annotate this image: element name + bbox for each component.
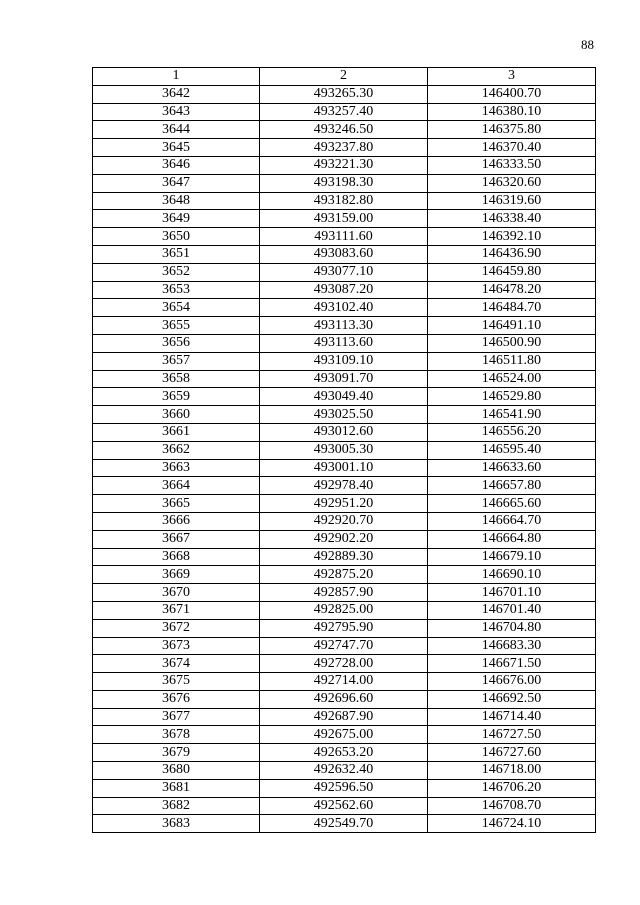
column-header-1: 1 [93, 68, 260, 86]
column-header-2: 2 [260, 68, 428, 86]
y-coordinate-cell: 146436.90 [428, 245, 596, 263]
point-number-cell: 3645 [93, 139, 260, 157]
y-coordinate-cell: 146665.60 [428, 495, 596, 513]
point-number-cell: 3649 [93, 210, 260, 228]
x-coordinate-cell: 493049.40 [260, 388, 428, 406]
table-row [93, 584, 596, 602]
column-header-3: 3 [428, 68, 596, 86]
point-number-cell: 3670 [93, 584, 260, 602]
y-coordinate-cell: 146664.80 [428, 530, 596, 548]
point-number-cell: 3656 [93, 334, 260, 352]
x-coordinate-cell: 493182.80 [260, 192, 428, 210]
x-coordinate-cell: 492857.90 [260, 584, 428, 602]
x-coordinate-cell: 493265.30 [260, 85, 428, 103]
y-coordinate-cell: 146524.00 [428, 370, 596, 388]
table-row [93, 708, 596, 726]
x-coordinate-cell: 492562.60 [260, 797, 428, 815]
y-coordinate-cell: 146320.60 [428, 174, 596, 192]
point-number-cell: 3671 [93, 601, 260, 619]
y-coordinate-cell: 146679.10 [428, 548, 596, 566]
table-row [93, 673, 596, 691]
point-number-cell: 3678 [93, 726, 260, 744]
y-coordinate-cell: 146392.10 [428, 228, 596, 246]
y-coordinate-cell: 146714.40 [428, 708, 596, 726]
x-coordinate-cell: 493087.20 [260, 281, 428, 299]
x-coordinate-cell: 492728.00 [260, 655, 428, 673]
table-row [93, 815, 596, 833]
y-coordinate-cell: 146319.60 [428, 192, 596, 210]
point-number-cell: 3672 [93, 619, 260, 637]
y-coordinate-cell: 146595.40 [428, 441, 596, 459]
x-coordinate-cell: 492632.40 [260, 762, 428, 780]
y-coordinate-cell: 146484.70 [428, 299, 596, 317]
table-row [93, 121, 596, 139]
table-row [93, 245, 596, 263]
table-row [93, 779, 596, 797]
table-row [93, 352, 596, 370]
x-coordinate-cell: 492889.30 [260, 548, 428, 566]
table-row [93, 139, 596, 157]
x-coordinate-cell: 493102.40 [260, 299, 428, 317]
table-row [93, 530, 596, 548]
y-coordinate-cell: 146511.80 [428, 352, 596, 370]
x-coordinate-cell: 493113.60 [260, 334, 428, 352]
point-number-cell: 3676 [93, 690, 260, 708]
table-header-row [93, 68, 596, 86]
y-coordinate-cell: 146375.80 [428, 121, 596, 139]
table-row [93, 281, 596, 299]
point-number-cell: 3682 [93, 797, 260, 815]
y-coordinate-cell: 146727.60 [428, 744, 596, 762]
x-coordinate-cell: 492875.20 [260, 566, 428, 584]
table-row [93, 726, 596, 744]
table-row [93, 495, 596, 513]
table-row [93, 174, 596, 192]
y-coordinate-cell: 146664.70 [428, 512, 596, 530]
y-coordinate-cell: 146529.80 [428, 388, 596, 406]
table-row [93, 85, 596, 103]
y-coordinate-cell: 146657.80 [428, 477, 596, 495]
x-coordinate-cell: 493257.40 [260, 103, 428, 121]
point-number-cell: 3662 [93, 441, 260, 459]
x-coordinate-cell: 493113.30 [260, 317, 428, 335]
table-row [93, 156, 596, 174]
point-number-cell: 3677 [93, 708, 260, 726]
x-coordinate-cell: 492653.20 [260, 744, 428, 762]
x-coordinate-cell: 493083.60 [260, 245, 428, 263]
x-coordinate-cell: 492795.90 [260, 619, 428, 637]
point-number-cell: 3664 [93, 477, 260, 495]
x-coordinate-cell: 492549.70 [260, 815, 428, 833]
y-coordinate-cell: 146718.00 [428, 762, 596, 780]
y-coordinate-cell: 146500.90 [428, 334, 596, 352]
x-coordinate-cell: 492714.00 [260, 673, 428, 691]
y-coordinate-cell: 146676.00 [428, 673, 596, 691]
table-row [93, 441, 596, 459]
table-row [93, 334, 596, 352]
x-coordinate-cell: 493001.10 [260, 459, 428, 477]
y-coordinate-cell: 146724.10 [428, 815, 596, 833]
x-coordinate-cell: 493109.10 [260, 352, 428, 370]
point-number-cell: 3647 [93, 174, 260, 192]
y-coordinate-cell: 146541.90 [428, 406, 596, 424]
table-row [93, 637, 596, 655]
point-number-cell: 3655 [93, 317, 260, 335]
x-coordinate-cell: 493237.80 [260, 139, 428, 157]
page-number: 88 [581, 37, 594, 52]
point-number-cell: 3658 [93, 370, 260, 388]
y-coordinate-cell: 146692.50 [428, 690, 596, 708]
point-number-cell: 3646 [93, 156, 260, 174]
y-coordinate-cell: 146380.10 [428, 103, 596, 121]
table-row [93, 548, 596, 566]
point-number-cell: 3652 [93, 263, 260, 281]
table-row [93, 299, 596, 317]
x-coordinate-cell: 493025.50 [260, 406, 428, 424]
point-number-cell: 3650 [93, 228, 260, 246]
y-coordinate-cell: 146633.60 [428, 459, 596, 477]
x-coordinate-cell: 492596.50 [260, 779, 428, 797]
y-coordinate-cell: 146690.10 [428, 566, 596, 584]
x-coordinate-cell: 492696.60 [260, 690, 428, 708]
x-coordinate-cell: 493091.70 [260, 370, 428, 388]
table-row [93, 388, 596, 406]
x-coordinate-cell: 493111.60 [260, 228, 428, 246]
point-number-cell: 3643 [93, 103, 260, 121]
table-row [93, 655, 596, 673]
y-coordinate-cell: 146683.30 [428, 637, 596, 655]
table-row [93, 263, 596, 281]
point-number-cell: 3675 [93, 673, 260, 691]
x-coordinate-cell: 493077.10 [260, 263, 428, 281]
table-row [93, 423, 596, 441]
point-number-cell: 3669 [93, 566, 260, 584]
point-number-cell: 3680 [93, 762, 260, 780]
point-number-cell: 3657 [93, 352, 260, 370]
table-row [93, 477, 596, 495]
y-coordinate-cell: 146556.20 [428, 423, 596, 441]
table-row [93, 228, 596, 246]
y-coordinate-cell: 146701.40 [428, 601, 596, 619]
x-coordinate-cell: 493198.30 [260, 174, 428, 192]
table-row [93, 406, 596, 424]
point-number-cell: 3663 [93, 459, 260, 477]
table-row [93, 566, 596, 584]
y-coordinate-cell: 146704.80 [428, 619, 596, 637]
y-coordinate-cell: 146459.80 [428, 263, 596, 281]
y-coordinate-cell: 146491.10 [428, 317, 596, 335]
table-row [93, 192, 596, 210]
point-number-cell: 3667 [93, 530, 260, 548]
point-number-cell: 3673 [93, 637, 260, 655]
point-number-cell: 3648 [93, 192, 260, 210]
y-coordinate-cell: 146727.50 [428, 726, 596, 744]
table-row [93, 210, 596, 228]
table-row [93, 317, 596, 335]
point-number-cell: 3661 [93, 423, 260, 441]
point-number-cell: 3679 [93, 744, 260, 762]
x-coordinate-cell: 492687.90 [260, 708, 428, 726]
x-coordinate-cell: 493246.50 [260, 121, 428, 139]
table-row [93, 370, 596, 388]
table-row [93, 619, 596, 637]
x-coordinate-cell: 492825.00 [260, 601, 428, 619]
table-row [93, 762, 596, 780]
x-coordinate-cell: 492747.70 [260, 637, 428, 655]
x-coordinate-cell: 492675.00 [260, 726, 428, 744]
y-coordinate-cell: 146370.40 [428, 139, 596, 157]
x-coordinate-cell: 492920.70 [260, 512, 428, 530]
y-coordinate-cell: 146400.70 [428, 85, 596, 103]
table-row [93, 690, 596, 708]
point-number-cell: 3659 [93, 388, 260, 406]
point-number-cell: 3668 [93, 548, 260, 566]
y-coordinate-cell: 146708.70 [428, 797, 596, 815]
point-number-cell: 3666 [93, 512, 260, 530]
point-number-cell: 3665 [93, 495, 260, 513]
point-number-cell: 3681 [93, 779, 260, 797]
table-row [93, 459, 596, 477]
x-coordinate-cell: 493221.30 [260, 156, 428, 174]
x-coordinate-cell: 492951.20 [260, 495, 428, 513]
point-number-cell: 3683 [93, 815, 260, 833]
coordinates-table [92, 67, 596, 833]
x-coordinate-cell: 493005.30 [260, 441, 428, 459]
x-coordinate-cell: 492978.40 [260, 477, 428, 495]
y-coordinate-cell: 146701.10 [428, 584, 596, 602]
y-coordinate-cell: 146478.20 [428, 281, 596, 299]
y-coordinate-cell: 146706.20 [428, 779, 596, 797]
point-number-cell: 3644 [93, 121, 260, 139]
y-coordinate-cell: 146671.50 [428, 655, 596, 673]
point-number-cell: 3642 [93, 85, 260, 103]
x-coordinate-cell: 492902.20 [260, 530, 428, 548]
point-number-cell: 3674 [93, 655, 260, 673]
point-number-cell: 3654 [93, 299, 260, 317]
table-row [93, 797, 596, 815]
y-coordinate-cell: 146338.40 [428, 210, 596, 228]
table-row [93, 512, 596, 530]
point-number-cell: 3651 [93, 245, 260, 263]
x-coordinate-cell: 493159.00 [260, 210, 428, 228]
y-coordinate-cell: 146333.50 [428, 156, 596, 174]
table-row [93, 103, 596, 121]
table-body [93, 85, 596, 832]
point-number-cell: 3653 [93, 281, 260, 299]
table-row [93, 744, 596, 762]
table-row [93, 601, 596, 619]
point-number-cell: 3660 [93, 406, 260, 424]
x-coordinate-cell: 493012.60 [260, 423, 428, 441]
